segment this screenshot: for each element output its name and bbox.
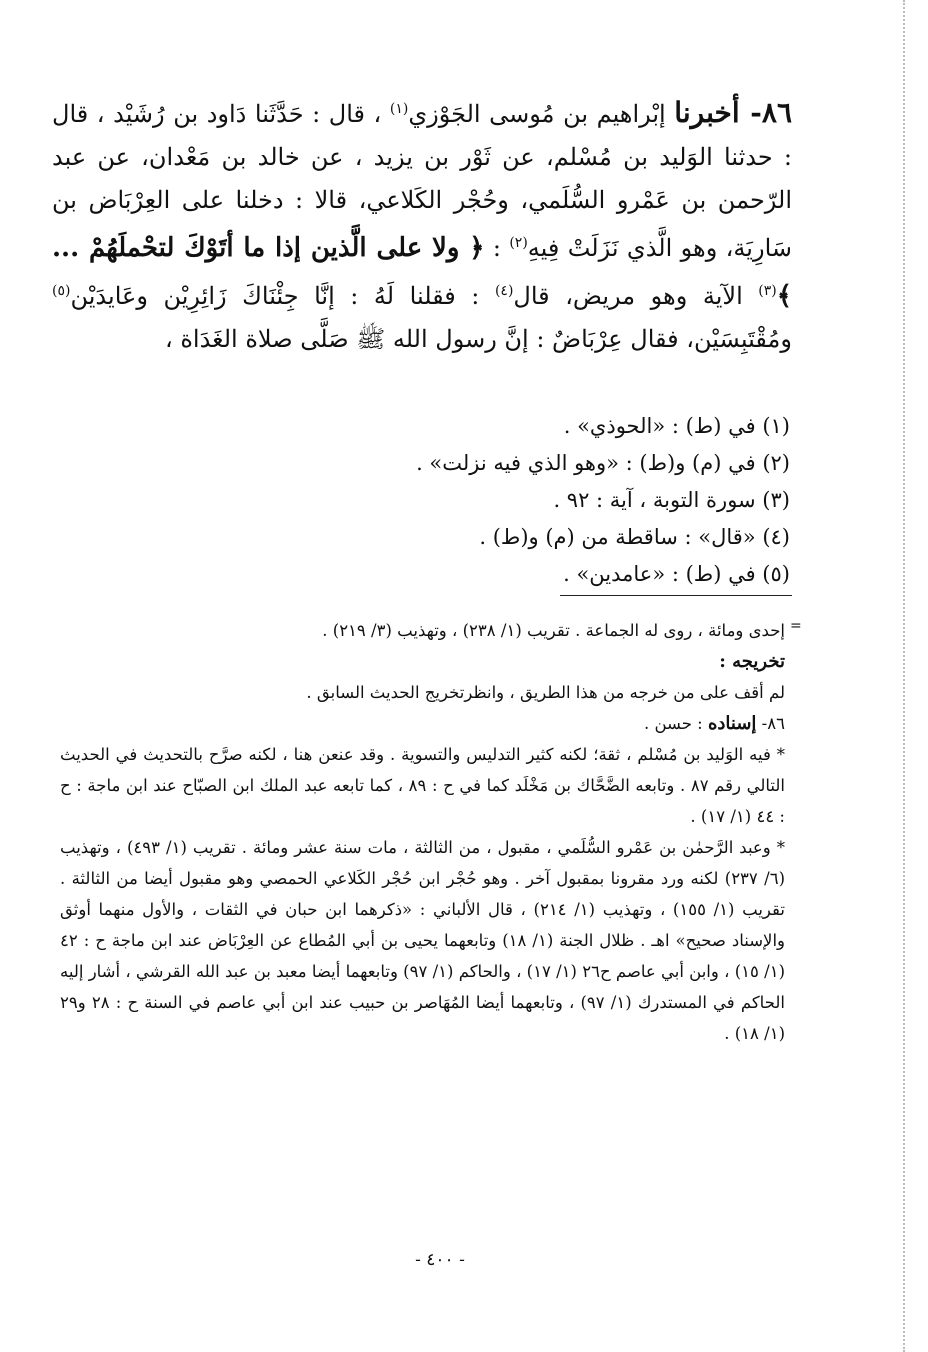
quran-verse: ﴿ ولا على الَّذين إذا ما أتَوْكَ لتحْملَهُمْ ... ﴾ [52, 233, 792, 311]
hadith-paragraph: ٨٦- أخبرنا إبْراهيم بن مُوسى الجَوْزي$^{(١)}$ ، قال : حَدَّثَنا دَاود بن رُشَيْد ، قال : حدثنا الوَليد بن مُسْلم، عن ثَوْر بن يزيد ، عن خالد بن مَعْدان، عن عبد الرّحمن بن عَمْرو السُّلَمي، وحُجْر الكَلاعي، قالا : دخلنا على العِرْبَاض بن سَارِيَة، وهو الَّذي نَزَلَتْ فِيهِ$^{(٢)}$ : ﴿ ولا على الَّذين إذا ما أتَوْكَ لتحْملَهُمْ ... ﴾$^{(٣)}$ الآية وهو مريض، قال$^{(٤)}$ : فقلنا لَهُ : إنَّا جِئْنَاكَ زَائِرِيْن وعَايدَيْن$^{(٥)}$ ومُقْتَبِسَيْن، فقال عِرْبَاضٌ : إنَّ رسول الله ﷺ صَلَّى صلاة الغَدَاة ، [52, 96, 793, 353]
commentary-line: إحدى ومائة ، روى له الجماعة . تقريب (١/ ٢٣٨) ، وتهذيب (٣/ ٢١٩) . [322, 621, 785, 640]
footnote-item: (٢) في (م) و(ط) : «وهو الذي فيه نزلت» . [416, 451, 790, 475]
footnote-divider [560, 595, 792, 596]
commentary-paragraph: * وعبد الرَّحمٰن بن عَمْرو السُّلَمي ، مقبول ، من الثالثة ، مات سنة عشر ومائة . تقريب (١/ ٤٩٣) ، وتهذيب (٦/ ٢٣٧) لكنه ورد مقرونا بمقبول آخر . وهو حُجْر ابن حُجْر الكَلاعي الحمصي وهو مقبول أيضا من الثالثة . تقريب (١/ ١٥٥) ، وتهذيب (١/ ٢١٤) ، قال الألباني : «ذكرهما ابن حبان في الثقات ، والأول منهما أوثق والإسناد صحيح» اهـ . ظلال الجنة (١/ ١٨) وتابعهما يحيى بن أبي المُطاع عن العِرْبَاض عند ابن ماجة ح : ٤٢ (١/ ١٥) ، وابن أبي عاصم ح٢٦ (١/ ١٧) ، والحاكم (١/ ٩٧) وتابعهما أيضا معبد بن عبد الله القرشي ، أشار إليه الحاكم في المستدرك (١/ ٩٧) ، وتابعهما أيضا المُهَاصر بن حبيب عند ابن أبي عاصم في السنة ح : ٢٨ و٢٩ (١/ ١٨) . [60, 838, 786, 1043]
footnote-ref: (٣) [758, 283, 777, 299]
isnad-line: ٨٦- إسناده : حسن . [643, 713, 785, 734]
hadith-number-lead: ٨٦- أخبرنا [674, 96, 792, 129]
footnote-item: (٣) سورة التوبة ، آية : ٩٢ . [553, 488, 790, 512]
commentary [60, 615, 785, 1049]
page-number: - ٤٠٠ - [415, 1250, 465, 1270]
footnote-item: (٤) «قال» : ساقطة من (م) و(ط) . [479, 525, 790, 549]
footnote-ref: (٥) [52, 283, 71, 299]
footnote-ref: (٤) [494, 283, 514, 299]
hadith-main-text [52, 88, 792, 361]
binding-mark: = [790, 618, 802, 634]
takhrij-heading: تخريجه : [719, 651, 785, 672]
isnad-heading: إسناده [707, 713, 757, 734]
footnote-ref: (١) [389, 101, 409, 117]
footnotes [416, 408, 790, 593]
margin-dotted-rule [903, 0, 905, 1352]
commentary-paragraph: * فيه الوَليد بن مُسْلم ، ثقة؛ لكنه كثير التدليس والتسوية . وقد عنعن هنا ، لكنه صرَّح بالتحديث في الحديث التالي رقم ٨٧ . وتابعه الضَّحَّاك بن مَخْلَد كما في ح : ٨٩ ، كما تابعه عبد الملك ابن الصبّاح عند ابن ماجة : ح : ٤٤ (١/ ١٧) . [60, 745, 785, 826]
footnote-item: (١) في (ط) : «الحوذي» . [563, 414, 790, 438]
takhrij-text: لم أقف على من خرجه من هذا الطريق ، وانظرتخريج الحديث السابق . [306, 683, 785, 702]
footnote-item: (٥) في (ط) : «عامدين» . [563, 562, 790, 586]
footnote-ref: (٢) [509, 235, 528, 251]
